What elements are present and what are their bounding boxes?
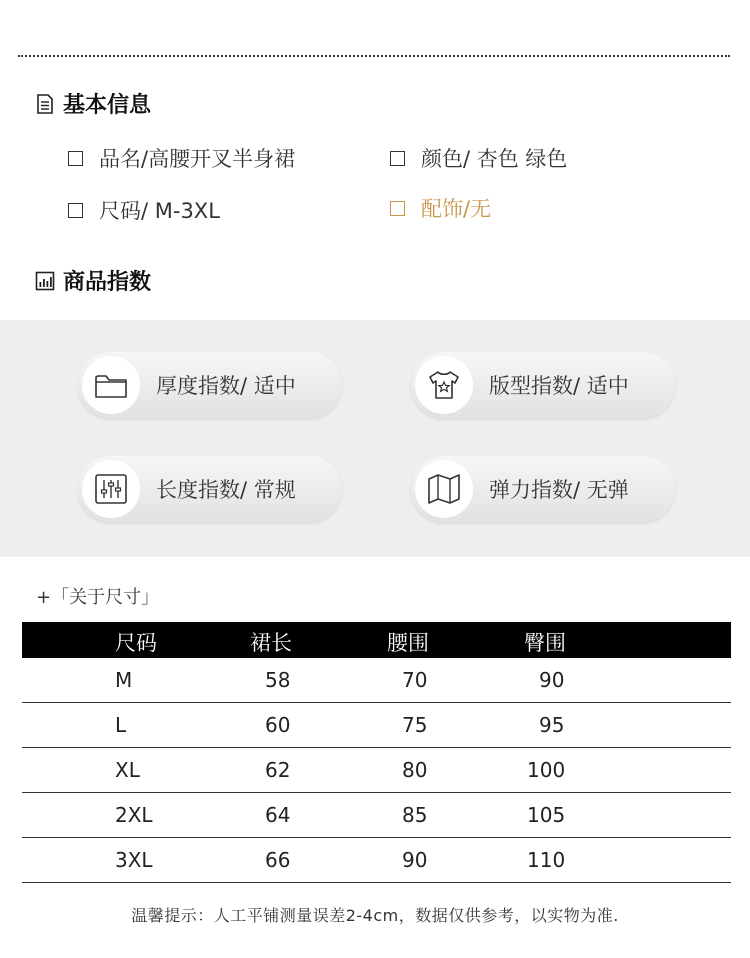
info-item-accessory — [390, 193, 491, 223]
index-length — [78, 456, 342, 522]
size-table-header — [22, 622, 731, 658]
info-item-size — [68, 195, 220, 225]
header-cell: 臀围 — [524, 631, 566, 655]
map-icon — [426, 471, 462, 507]
icon-circle — [415, 460, 473, 518]
table-cell: 90 — [539, 668, 565, 692]
table-cell: 110 — [527, 848, 566, 872]
size-section-heading: +「关于尺寸」 — [36, 587, 160, 608]
table-cell: 3XL — [115, 848, 153, 872]
icon-circle — [82, 356, 140, 414]
table-cell: 62 — [265, 758, 291, 782]
top-dotted-divider — [18, 55, 730, 57]
info-item-label: 品名/高腰开叉半身裙 — [99, 147, 296, 171]
info-item-color — [390, 143, 567, 173]
index-elasticity — [411, 456, 675, 522]
table-row — [22, 793, 731, 838]
table-cell: XL — [115, 758, 140, 782]
info-item-label: 配饰/无 — [421, 197, 492, 221]
header-cell: 腰围 — [387, 631, 429, 655]
info-item-label: 颜色/ 杏色 绿色 — [421, 147, 568, 171]
table-cell: 105 — [527, 803, 566, 827]
table-row — [22, 703, 731, 748]
index-thickness — [78, 352, 342, 418]
table-cell: 90 — [402, 848, 428, 872]
table-cell: 58 — [265, 668, 291, 692]
table-row — [22, 748, 731, 793]
basic-info-title: 基本信息 — [63, 93, 152, 118]
table-cell: 100 — [527, 758, 566, 782]
sliders-icon — [93, 471, 129, 507]
table-row — [22, 838, 731, 883]
header-cell: 裙长 — [250, 631, 292, 655]
checkbox-square-icon — [68, 151, 83, 166]
table-cell: M — [115, 668, 133, 692]
checkbox-square-icon — [390, 201, 405, 216]
checkbox-square-icon — [68, 203, 83, 218]
tshirt-icon — [426, 367, 462, 403]
index-label: 长度指数/ 常规 — [156, 478, 296, 502]
folder-icon — [93, 367, 129, 403]
size-table — [22, 622, 731, 883]
table-cell: 75 — [402, 713, 428, 737]
index-fit — [411, 352, 675, 418]
table-cell: 80 — [402, 758, 428, 782]
table-cell: 85 — [402, 803, 428, 827]
document-icon — [35, 94, 55, 114]
index-label: 弹力指数/ 无弹 — [489, 478, 629, 502]
basic-info-heading — [35, 88, 151, 119]
icon-circle — [82, 460, 140, 518]
icon-circle — [415, 356, 473, 414]
table-row — [22, 658, 731, 703]
table-cell: 70 — [402, 668, 428, 692]
table-cell: 95 — [539, 713, 565, 737]
product-index-title: 商品指数 — [63, 270, 152, 295]
bar-chart-icon — [35, 271, 55, 291]
table-cell: 2XL — [115, 803, 153, 827]
table-cell: L — [115, 713, 127, 737]
info-item-name — [68, 143, 295, 173]
table-cell: 66 — [265, 848, 291, 872]
header-cell: 尺码 — [115, 631, 157, 655]
index-label: 版型指数/ 适中 — [489, 374, 629, 398]
table-cell: 64 — [265, 803, 291, 827]
measurement-footnote: 温馨提示：人工平铺测量误差2-4cm，数据仅供参考，以实物为准. — [131, 906, 619, 925]
index-label: 厚度指数/ 适中 — [156, 374, 296, 398]
checkbox-square-icon — [390, 151, 405, 166]
product-index-heading — [35, 265, 151, 296]
info-item-label: 尺码/ M-3XL — [99, 199, 220, 223]
table-cell: 60 — [265, 713, 291, 737]
